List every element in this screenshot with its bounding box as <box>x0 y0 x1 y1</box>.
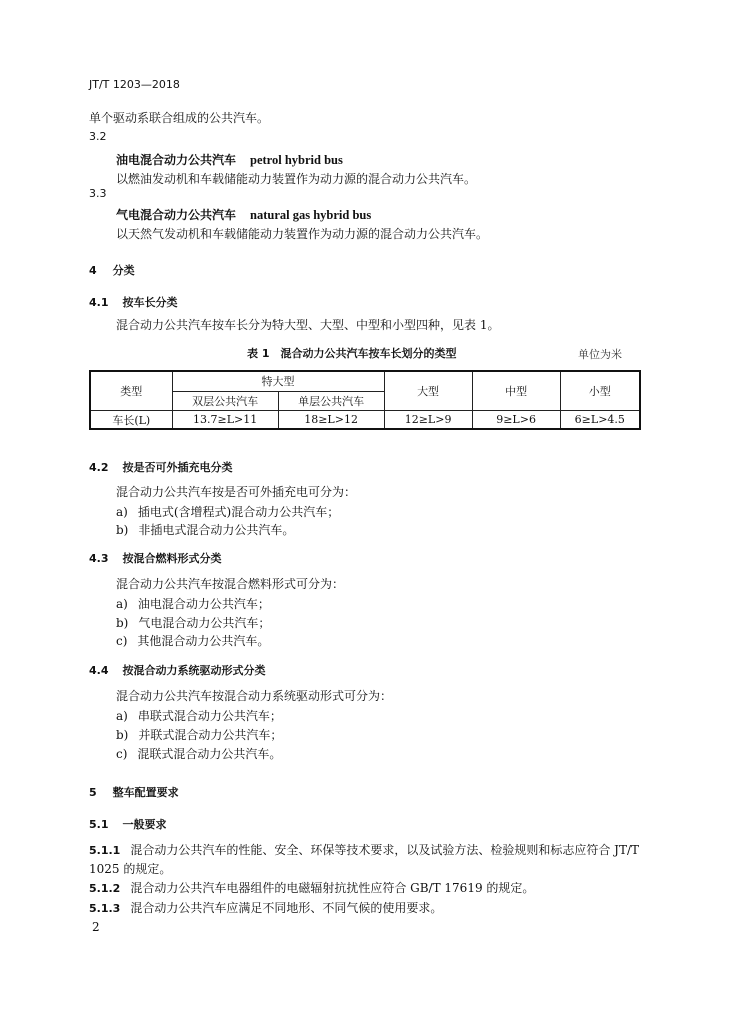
list-marker: b) <box>116 728 129 742</box>
subsection-title: 按是否可外插充电分类 <box>122 461 233 474</box>
subsection-number: 4.3 <box>89 552 109 565</box>
list-marker: b) <box>116 616 129 630</box>
table-header-cell: 单层公共汽车 <box>278 391 384 410</box>
subsection-title: 按车长分类 <box>122 296 178 309</box>
clause-number: 5.1.1 <box>89 844 121 857</box>
page-number: 2 <box>92 920 100 934</box>
term-english: natural gas hybrid bus <box>250 208 372 222</box>
subsection-heading <box>89 550 222 566</box>
subsection-number: 4.2 <box>89 461 109 474</box>
clause <box>89 899 442 916</box>
section-title: 整车配置要求 <box>112 786 179 799</box>
term-english: petrol hybrid bus <box>250 153 343 167</box>
list-item <box>116 745 281 762</box>
list-text: 其他混合动力公共汽车。 <box>137 634 270 648</box>
table-unit: 单位为米 <box>578 348 622 361</box>
list-item <box>116 707 282 724</box>
table-row-label: 车长(L) <box>90 411 172 430</box>
subsection-heading <box>89 459 233 475</box>
table-header-cell: 中型 <box>472 371 560 411</box>
paragraph: 混合动力公共汽车按混合燃料形式可分为： <box>116 577 345 591</box>
table-header-cell: 小型 <box>560 371 640 411</box>
clause-continuation: 1025 的规定。 <box>89 862 172 876</box>
list-marker: b) <box>116 523 129 537</box>
subsection-title: 按混合动力系统驱动形式分类 <box>122 664 266 677</box>
table-header-cell: 类型 <box>90 371 172 411</box>
continued-text: 单个驱动系联合组成的公共汽车。 <box>89 111 270 125</box>
table-cell: 18≥L>12 <box>278 411 384 430</box>
clause-text: 混合动力公共汽车的性能、安全、环保等技术要求，以及试验方法、检验规则和标志应符合 JT/T <box>130 843 640 857</box>
section-title: 分类 <box>112 264 135 277</box>
subsection-heading <box>89 816 167 832</box>
clause <box>89 879 534 896</box>
table-header-cell: 大型 <box>384 371 472 411</box>
term-number: 3.3 <box>89 187 107 200</box>
clause-text: 混合动力公共汽车电器组件的电磁辐射抗扰性应符合 GB/T 17619 的规定。 <box>130 881 535 895</box>
clause-number: 5.1.2 <box>89 882 121 895</box>
clause-text: 混合动力公共汽车应满足不同地形、不同气候的使用要求。 <box>130 901 443 915</box>
list-marker: c) <box>116 634 128 648</box>
term-number: 3.2 <box>89 130 107 143</box>
list-text: 插电式(含增程式)混合动力公共汽车； <box>137 505 340 519</box>
table-header-cell: 双层公共汽车 <box>172 391 278 410</box>
list-item <box>116 726 282 743</box>
list-text: 气电混合动力公共汽车； <box>138 616 271 630</box>
term-chinese: 气电混合动力公共汽车 <box>116 208 237 222</box>
list-item <box>116 632 269 649</box>
section-number: 5 <box>89 786 97 799</box>
table-cell: 9≥L>6 <box>472 411 560 430</box>
table-cell: 6≥L>4.5 <box>560 411 640 430</box>
subsection-number: 4.1 <box>89 296 109 309</box>
subsection-number: 5.1 <box>89 818 109 831</box>
list-text: 非插电式混合动力公共汽车。 <box>138 523 295 537</box>
table-caption: 表 1 混合动力公共汽车按车长划分的类型 <box>247 347 457 360</box>
term-definition: 以燃油发动机和车载储能动力装置作为动力源的混合动力公共汽车。 <box>116 172 477 186</box>
list-text: 混联式混合动力公共汽车。 <box>137 747 282 761</box>
table-cell: 13.7≥L>11 <box>172 411 278 430</box>
subsection-number: 4.4 <box>89 664 109 677</box>
list-text: 油电混合动力公共汽车； <box>137 597 270 611</box>
subsection-title: 一般要求 <box>122 818 167 831</box>
term-heading <box>116 151 343 168</box>
table-header-cell: 特大型 <box>172 371 384 391</box>
list-marker: a) <box>116 505 128 519</box>
subsection-heading <box>89 662 266 678</box>
list-text: 并联式混合动力公共汽车； <box>138 728 283 742</box>
paragraph: 混合动力公共汽车按是否可外插充电可分为： <box>116 485 357 499</box>
clause-number: 5.1.3 <box>89 902 121 915</box>
clause <box>89 841 639 858</box>
table-cell: 12≥L>9 <box>384 411 472 430</box>
section-number: 4 <box>89 264 97 277</box>
list-text: 串联式混合动力公共汽车； <box>137 709 282 723</box>
standard-code-header: JT/T 1203—2018 <box>89 78 180 91</box>
subsection-heading <box>89 294 178 310</box>
list-marker: c) <box>116 747 128 761</box>
table-row <box>90 411 640 430</box>
section-heading <box>89 262 135 278</box>
list-item <box>116 503 339 520</box>
term-chinese: 油电混合动力公共汽车 <box>116 153 237 167</box>
paragraph: 混合动力公共汽车按车长分为特大型、大型、中型和小型四种，见表 1。 <box>116 318 500 332</box>
vehicle-length-table <box>89 370 641 430</box>
list-item <box>116 521 294 538</box>
table-row <box>90 371 640 391</box>
list-item <box>116 595 270 612</box>
term-definition: 以天然气发动机和车载储能动力装置作为动力源的混合动力公共汽车。 <box>116 227 489 241</box>
paragraph: 混合动力公共汽车按混合动力系统驱动形式可分为： <box>116 689 393 703</box>
list-marker: a) <box>116 597 128 611</box>
list-item <box>116 614 270 631</box>
section-heading <box>89 784 179 800</box>
term-heading <box>116 206 371 223</box>
subsection-title: 按混合燃料形式分类 <box>122 552 222 565</box>
list-marker: a) <box>116 709 128 723</box>
